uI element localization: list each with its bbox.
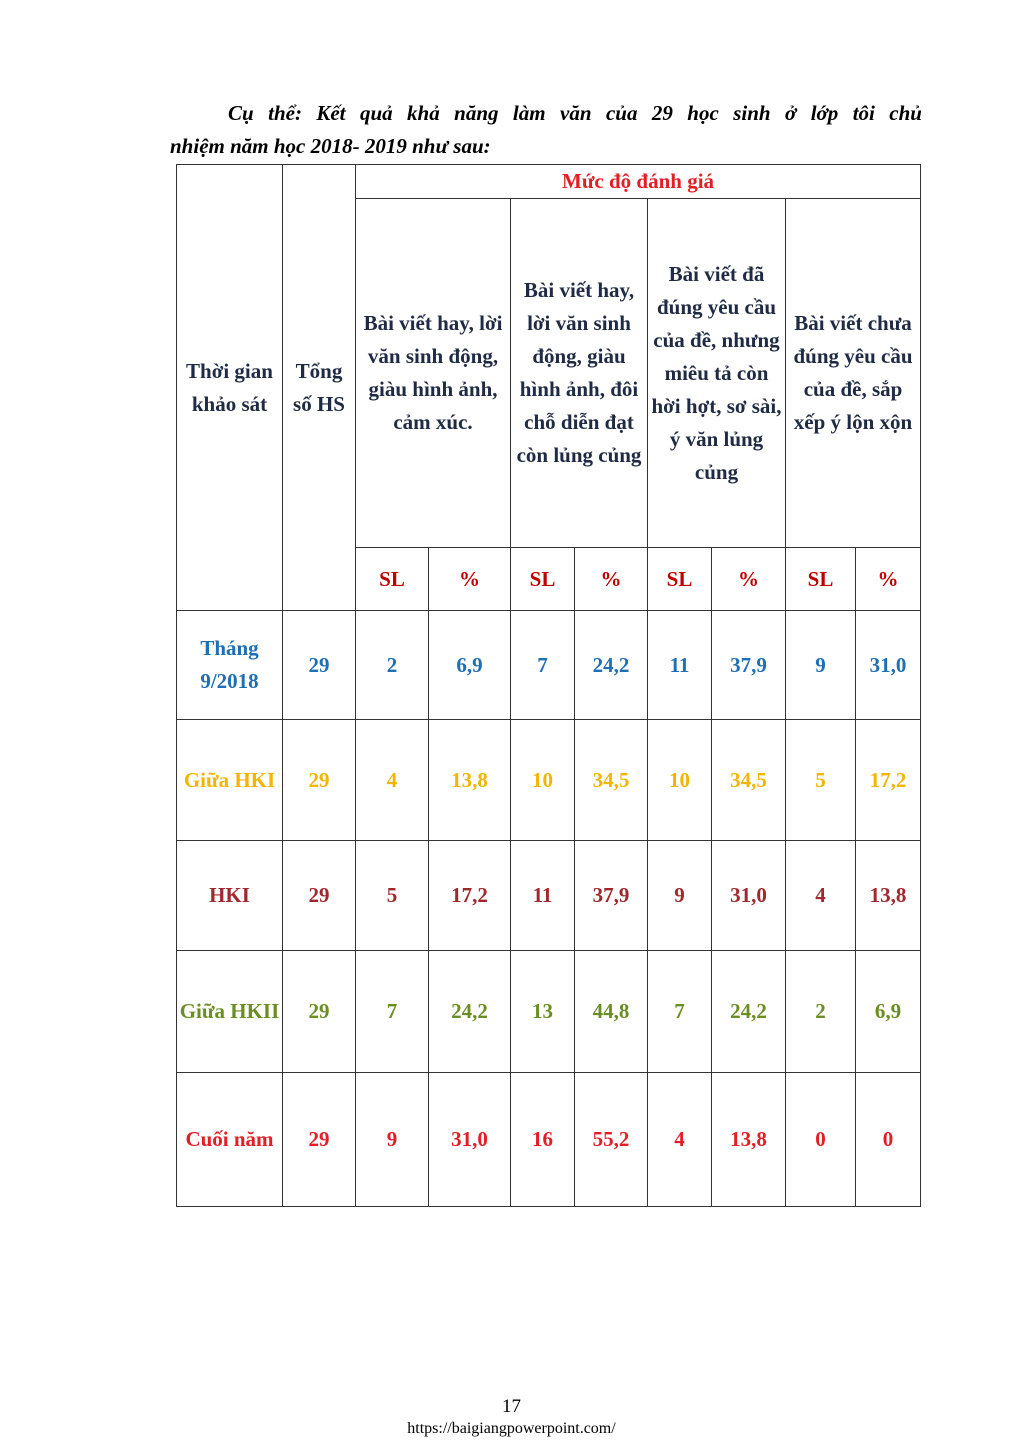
cell-value: 44,8 — [575, 951, 648, 1073]
cell-value: 24,2 — [575, 611, 648, 720]
row-total: 29 — [283, 951, 356, 1073]
cell-value: 17,2 — [429, 841, 511, 951]
cell-value: 9 — [786, 611, 856, 720]
cell-value: 5 — [786, 720, 856, 841]
sl-label: SL — [356, 548, 429, 611]
cell-value: 4 — [786, 841, 856, 951]
pct-label: % — [575, 548, 648, 611]
sl-label: SL — [648, 548, 712, 611]
row-time: Giữa HKII — [177, 951, 283, 1073]
row-time: Cuối năm — [177, 1073, 283, 1207]
cell-value: 6,9 — [856, 951, 921, 1073]
cell-value: 16 — [511, 1073, 575, 1207]
cell-value: 13,8 — [856, 841, 921, 951]
row-total: 29 — [283, 611, 356, 720]
row-total: 29 — [283, 720, 356, 841]
cell-value: 0 — [856, 1073, 921, 1207]
level-4-header: Bài viết chưa đúng yêu cầu của đề, sắp xếp ý lộn xộn — [786, 199, 921, 548]
cell-value: 4 — [356, 720, 429, 841]
cell-value: 10 — [648, 720, 712, 841]
cell-value: 5 — [356, 841, 429, 951]
header-total: Tổng số HS — [283, 165, 356, 611]
pct-label: % — [856, 548, 921, 611]
table-row — [177, 720, 921, 841]
cell-value: 24,2 — [712, 951, 786, 1073]
table-row — [177, 951, 921, 1073]
results-table — [176, 164, 921, 1207]
cell-value: 13 — [511, 951, 575, 1073]
cell-value: 31,0 — [429, 1073, 511, 1207]
page-number: 17 — [502, 1396, 521, 1417]
cell-value: 31,0 — [856, 611, 921, 720]
level-3-header: Bài viết đã đúng yêu cầu của đề, nhưng miêu tả còn hời hợt, sơ sài, ý văn lủng củng — [648, 199, 786, 548]
row-time: HKI — [177, 841, 283, 951]
cell-value: 7 — [356, 951, 429, 1073]
pct-label: % — [712, 548, 786, 611]
header-time: Thời gian khảo sát — [177, 165, 283, 611]
cell-value: 31,0 — [712, 841, 786, 951]
sl-label: SL — [786, 548, 856, 611]
cell-value: 11 — [511, 841, 575, 951]
cell-value: 11 — [648, 611, 712, 720]
cell-value: 4 — [648, 1073, 712, 1207]
cell-value: 2 — [356, 611, 429, 720]
header-group: Mức độ đánh giá — [356, 165, 921, 199]
pct-label: % — [429, 548, 511, 611]
cell-value: 17,2 — [856, 720, 921, 841]
row-time: Tháng 9/2018 — [177, 611, 283, 720]
cell-value: 6,9 — [429, 611, 511, 720]
source-url: https://baigiangpowerpoint.com/ — [407, 1420, 616, 1437]
table-row — [177, 841, 921, 951]
cell-value: 13,8 — [712, 1073, 786, 1207]
row-time: Giữa HKI — [177, 720, 283, 841]
cell-value: 9 — [648, 841, 712, 951]
level-2-header: Bài viết hay, lời văn sinh động, giàu hình ảnh, đôi chỗ diễn đạt còn lủng củng — [511, 199, 648, 548]
cell-value: 37,9 — [575, 841, 648, 951]
row-total: 29 — [283, 1073, 356, 1207]
cell-value: 7 — [511, 611, 575, 720]
cell-value: 34,5 — [712, 720, 786, 841]
cell-value: 24,2 — [429, 951, 511, 1073]
cell-value: 2 — [786, 951, 856, 1073]
cell-value: 55,2 — [575, 1073, 648, 1207]
cell-value: 10 — [511, 720, 575, 841]
cell-value: 7 — [648, 951, 712, 1073]
intro-paragraph — [170, 97, 922, 163]
cell-value: 9 — [356, 1073, 429, 1207]
cell-value: 0 — [786, 1073, 856, 1207]
intro-line-1: Cụ thể: Kết quả khả năng làm văn của 29 học sinh ở lớp tôi chủ — [228, 101, 922, 125]
sl-label: SL — [511, 548, 575, 611]
cell-value: 37,9 — [712, 611, 786, 720]
table-row — [177, 1073, 921, 1207]
table-row — [177, 611, 921, 720]
cell-value: 13,8 — [429, 720, 511, 841]
cell-value: 34,5 — [575, 720, 648, 841]
intro-line-2: nhiệm năm học 2018- 2019 như sau: — [170, 134, 491, 158]
row-total: 29 — [283, 841, 356, 951]
level-1-header: Bài viết hay, lời văn sinh động, giàu hình ảnh, cảm xúc. — [356, 199, 511, 548]
